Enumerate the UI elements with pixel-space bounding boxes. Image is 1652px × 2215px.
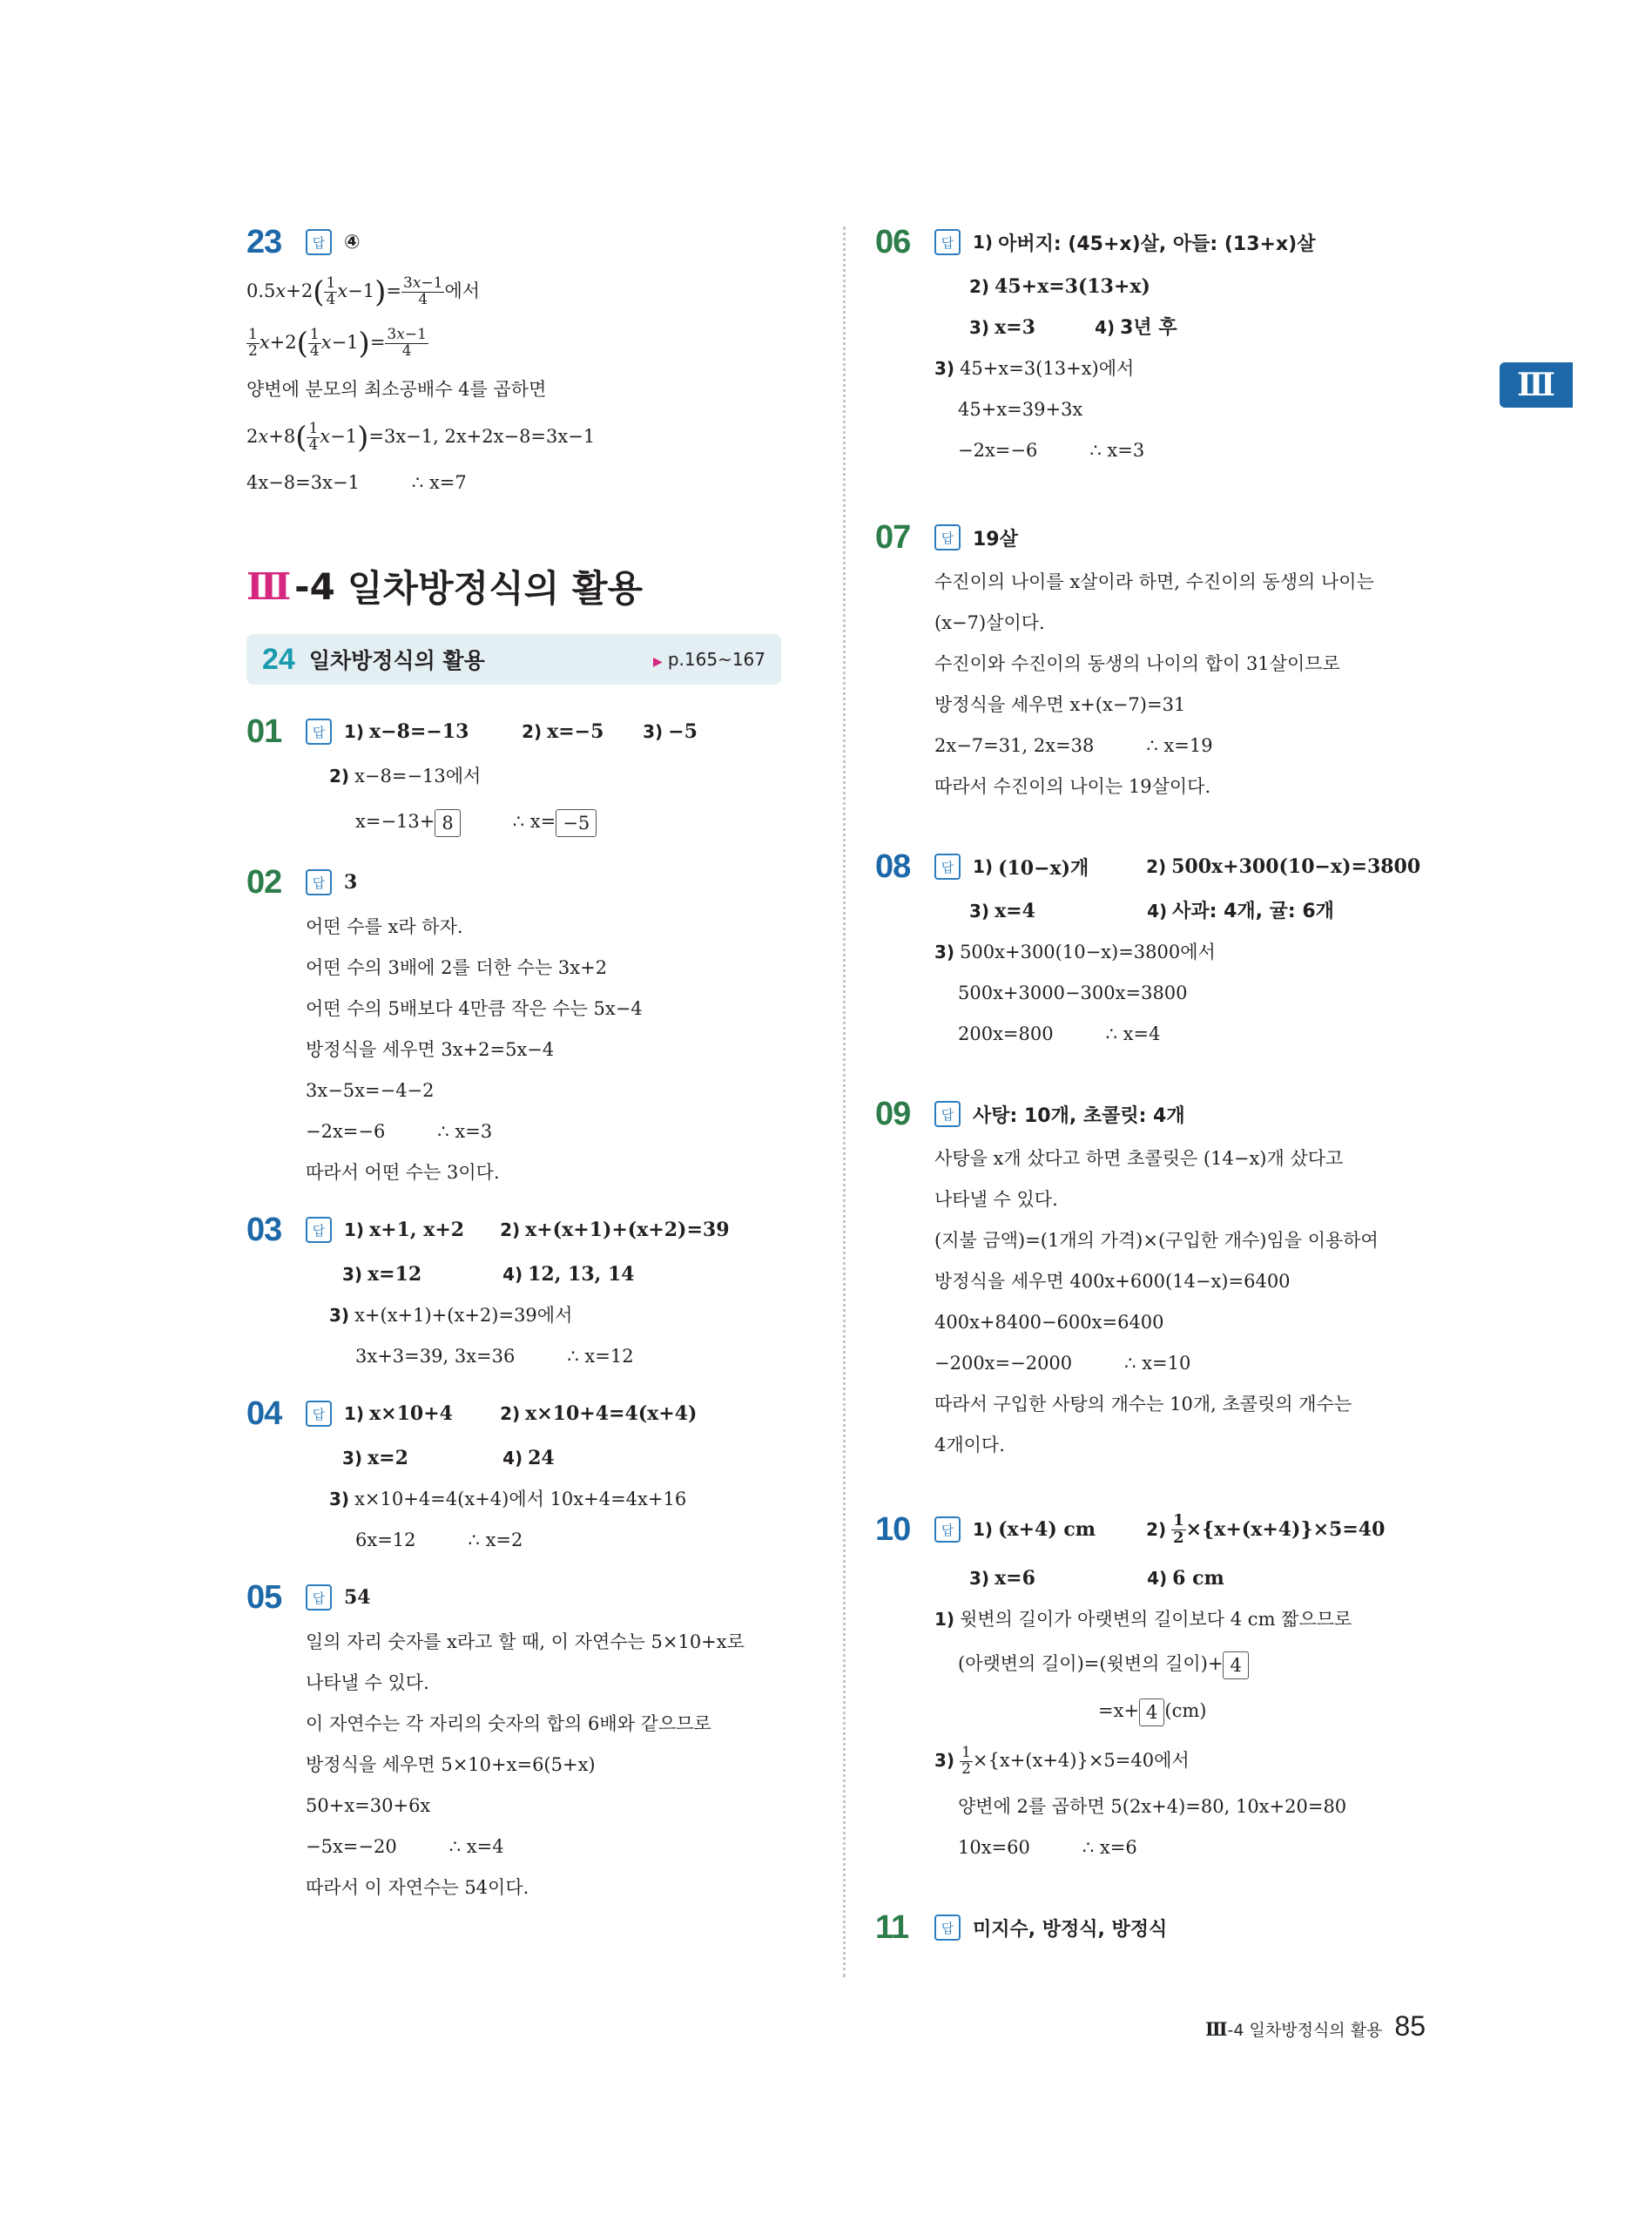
solution-line: −2x=−6 ∴ x=3 [958,440,1145,461]
solution-line: 2x−7=31, 2x=38 ∴ x=19 [934,735,1213,756]
problem-number: 07 [875,518,911,556]
problem-number: 10 [875,1510,911,1548]
solution-line: 2x+8( $\frac{1}{4}$ x−1)=3x−1, 2x+2x−8=3x−1 [246,420,596,456]
answer-badge: 답 [934,1516,961,1543]
problem-01: 01 답 1) x−8=−13 2) x=−5 3) −5 2) x−8=−13에서 x=−13+ 8 ∴ x= −5 [246,707,813,846]
answer-line: 3) x=12 4) 12, 13, 14 [342,1263,635,1286]
problem-number: 23 [246,223,282,260]
solution-line: 3) x+(x+1)+(x+2)=39에서 [329,1305,573,1326]
answer-badge: 답 [306,229,332,255]
problem-05 [246,1573,813,1908]
problem-number: 02 [246,863,282,901]
problem-03: 03 답 1) x+1, x+2 2) x+(x+1)+(x+2)=39 3) x=12 4) 12, 13, 14 3) x+(x+1)+(x+2)=39에서 3x+3=39, 3x=36 ∴ x=12 [246,1205,813,1377]
solution-line: 양변에 분모의 최소공배수 4를 곱하면 [246,379,547,400]
problem-09 [875,1090,1467,1466]
solution-line: 나타낼 수 있다. [306,1672,429,1693]
solution-line: (지불 금액)=(1개의 가격)×(구입한 개수)임을 이용하여 [934,1230,1379,1251]
solution-line: 200x=800 ∴ x=4 [958,1023,1161,1044]
answer: 54 [344,1586,371,1609]
solution-line: 어떤 수를 x라 하자. [306,916,463,937]
solution-line: 사탕을 x개 샀다고 하면 초콜릿은 (14−x)개 샀다고 [934,1148,1344,1169]
problem-04: 04 답 1) x×10+4 2) x×10+4=4(x+4) 3) x=2 4) 24 3) x×10+4=4(x+4)에서 10x+4=4x+16 6x=12 ∴ x=2 [246,1389,813,1561]
problem-number: 05 [246,1578,282,1616]
solution-line: 4개이다. [934,1435,1005,1455]
solution-line: 양변에 2를 곱하면 5(2x+4)=80, 10x+20=80 [958,1796,1347,1817]
answer-line: 3) x=2 4) 24 [342,1447,555,1469]
solution-line: (x−7)살이다. [934,612,1045,633]
solution-line: 수진이의 나이를 x살이라 하면, 수진이의 동생의 나이는 [934,571,1374,592]
answer-badge: 답 [934,854,961,880]
answer-line: 3) x=4 4) 사과: 4개, 귤: 6개 [969,900,1334,922]
problem-08: 08 답 1) (10−x)개 2) 500x+300(10−x)=3800 3) x=4 4) 사과: 4개, 귤: 6개 3) 500x+300(10−x)=3800에서 500x+3000−300x=3800 200x=800 ∴ x=4 [875,842,1467,1055]
answer: 3 [344,871,358,894]
problem-07 [875,513,1467,807]
solution-line: 3) 500x+300(10−x)=3800에서 [934,942,1216,962]
solution-line: 3) x×10+4=4(x+4)에서 10x+4=4x+16 [329,1489,687,1509]
answer-badge: 답 [306,1584,332,1611]
solution-line: 4x−8=3x−1 ∴ x=7 [246,472,467,493]
left-column [246,218,813,1908]
answer-badge: 답 [306,869,332,895]
solution-line: x=−13+ 8 ∴ x= −5 [246,797,813,846]
answer-line: 3) x=3 4) 3년 후 [969,316,1177,339]
solution-line: 3x+3=39, 3x=36 ∴ x=12 [355,1346,634,1367]
answer: ④ [344,231,361,253]
solution-line: 10x=60 ∴ x=6 [958,1837,1137,1858]
answer-badge: 답 [934,1914,961,1941]
solution-line: (아랫변의 길이)=(윗변의 길이)+ 4 [875,1640,1467,1687]
problem-number: 08 [875,848,911,885]
solution-line: 일의 자리 숫자를 x라고 할 때, 이 자연수는 5×10+x로 [306,1631,745,1652]
solution-line: 3) 45+x=3(13+x)에서 [934,358,1135,379]
solution-line: −2x=−6 ∴ x=3 [306,1121,493,1142]
answer-line: 2) 45+x=3(13+x) [969,275,1150,298]
solution-line: 500x+3000−300x=3800 [958,983,1188,1003]
chapter-tab: Ⅲ [1500,362,1573,408]
answer: 사탕: 10개, 초콜릿: 4개 [973,1104,1185,1127]
solution-line: 45+x=39+3x [958,399,1083,420]
solution-line: −200x=−2000 ∴ x=10 [934,1353,1191,1374]
problem-number: 01 [246,712,282,750]
problem-number: 11 [875,1908,909,1946]
solution-line: $\frac{1}{2}$ x+2( $\frac{1}{4}$ x−1)= $\frac{3x-1}{4}$ [248,326,427,361]
problem-number: 06 [875,223,911,260]
triangle-icon: ▶ [653,655,663,669]
solution-line: 3x−5x=−4−2 [306,1080,435,1101]
answer-badge: 답 [306,1217,332,1243]
answer-badge: 답 [306,719,332,745]
problem-10: 10 답 1) (x+4) cm 2) $\frac{1}{2}$ ×{x+(x+4)}×5=40 3) x=6 4) 6 cm 1) 윗변의 길이가 아랫변의 길이보다 4 cm 짧으므로 (아랫변의 길이)=(윗변의 길이)+ 4 =x+ 4 (cm) 3) $\frac{1}{2}$ ×{x+(x+4)}×5=40에서 양변에 2를 곱하면 5(2x+4)=80, 10x+20=80 10x=60 ∴ x=6 [875,1501,1467,1868]
solution-line: 0.5x+2( $\frac{1}{4}$ x−1)= $\frac{3x-1}{4}$ 에서 [246,274,481,310]
answer: 미지수, 방정식, 방정식 [973,1918,1168,1941]
solution-line: 따라서 어떤 수는 3이다. [306,1162,500,1183]
lesson-bar: 24 일차방정식의 활용 ▶ p.165~167 [246,634,781,685]
answer-badge: 답 [934,1101,961,1127]
answer-badge: 답 [934,524,961,550]
solution-line: 6x=12 ∴ x=2 [355,1530,523,1550]
solution-line: 1) 윗변의 길이가 아랫변의 길이보다 4 cm 짧으므로 [934,1609,1352,1630]
page-footer: Ⅲ -4 일차방정식의 활용 85 [1204,2010,1426,2042]
problem-06: 06 답 1) 아버지: (45+x)살, 아들: (13+x)살 2) 45+x=3(13+x) 3) x=3 4) 3년 후 3) 45+x=3(13+x)에서 45+x=39+3x −2x=−6 ∴ x=3 [875,218,1467,471]
solution-line: =x+ 4 (cm) [875,1687,1467,1734]
solution-line: 수진이와 수진이의 동생의 나이의 합이 31살이므로 [934,653,1340,674]
problem-02 [246,858,813,1193]
solution-line: 방정식을 세우면 3x+2=5x−4 [306,1039,555,1060]
section-title: Ⅲ -4 일차방정식의 활용 [246,564,644,610]
solution-line: 방정식을 세우면 x+(x−7)=31 [934,694,1186,715]
problem-23 [246,218,813,503]
solution-line: 방정식을 세우면 5×10+x=6(5+x) [306,1754,596,1775]
solution-line: −5x=−20 ∴ x=4 [306,1836,504,1857]
solution-line: 50+x=30+6x [306,1795,431,1816]
page-number: 85 [1394,2010,1426,2042]
solution-line: 3) $\frac{1}{2}$ ×{x+(x+4)}×5=40에서 [934,1744,1190,1778]
problem-number: 04 [246,1395,282,1432]
solution-line: 나타낼 수 있다. [934,1189,1058,1210]
solution-line: 400x+8400−600x=6400 [934,1312,1164,1333]
solution-line: 어떤 수의 5배보다 4만큼 작은 수는 5x−4 [306,998,643,1019]
answer: 19살 [973,528,1018,550]
answer-badge: 답 [934,229,961,255]
solution-line: 어떤 수의 3배에 2를 더한 수는 3x+2 [306,957,608,978]
solution-line: 2) x−8=−13에서 [329,766,482,787]
solution-line: 따라서 수진이의 나이는 19살이다. [934,776,1211,797]
answer-badge: 답 [306,1401,332,1427]
problem-number: 03 [246,1211,282,1248]
answer-line: 3) x=6 4) 6 cm [969,1567,1224,1590]
solution-line: 따라서 이 자연수는 54이다. [306,1877,529,1898]
problem-number: 09 [875,1095,911,1132]
solution-line: 방정식을 세우면 400x+600(14−x)=6400 [934,1271,1291,1292]
solution-line: 따라서 구입한 사탕의 개수는 10개, 초콜릿의 개수는 [934,1394,1352,1415]
solution-line: 이 자연수는 각 자리의 숫자의 합의 6배와 같으므로 [306,1713,711,1734]
column-divider [843,226,846,1977]
problem-11 [875,1903,1467,1952]
right-column [875,218,1467,1952]
